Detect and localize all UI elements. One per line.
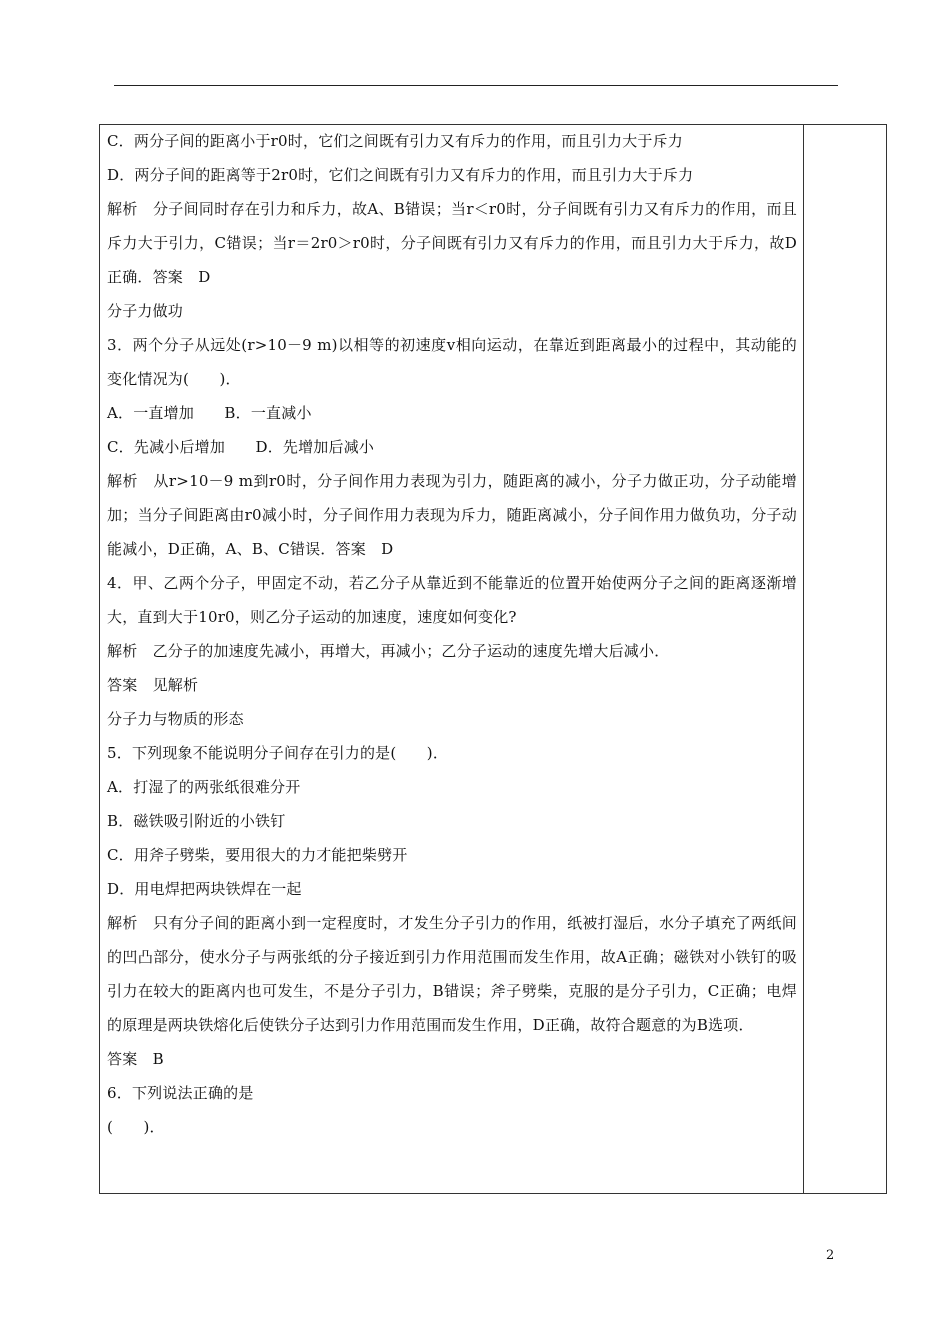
section-heading-matter-states: 分子力与物质的形态 [107, 710, 244, 728]
question-5-option-c: C．用斧子劈柴，要用很大的力才能把柴劈开 [107, 846, 408, 864]
table-column-divider [803, 124, 804, 1194]
question-3-options-ab: A．一直增加 B．一直减小 [107, 404, 312, 422]
question-5: 5．下列现象不能说明分子间存在引力的是( )． [107, 744, 449, 762]
question-5-option-a: A．打湿了的两张纸很难分开 [107, 778, 301, 796]
explanation-q2: 解析 分子间同时存在引力和斥力，故A、B错误；当r＜r0时，分子间既有引力又有斥力的作用，而且斥力大于引力，C错误；当r＝2r0＞r0时，分子间既有引力又有斥力的作用，而且引力大于斥力，故D正确．答案 D [107, 200, 797, 286]
header-rule [114, 85, 838, 86]
question-5-option-d: D．用电焊把两块铁焊在一起 [107, 880, 302, 898]
question-6-blank: ( )． [107, 1118, 165, 1136]
explanation-q4: 解析 乙分子的加速度先减小，再增大，再减小；乙分子运动的速度先增大后减小． [107, 642, 670, 660]
explanation-q3: 解析 从r>10－9 m到r0时，分子间作用力表现为引力，随距离的减小，分子力做正功，分子动能增加；当分子间距离由r0减小时，分子间作用力表现为斥力，随距离减小，分子间作用力做负功，分子动能减小，D正确，A、B、C错误．答案 D [107, 472, 797, 558]
option-d-line: D．两分子间的距离等于2r0时，它们之间既有引力又有斥力的作用，而且引力大于斥力 [107, 166, 694, 184]
section-heading-molecular-work: 分子力做功 [107, 302, 184, 320]
question-3: 3．两个分子从远处(r>10－9 m)以相等的初速度v相向运动，在靠近到距离最小的过程中，其动能的变化情况为( )． [107, 336, 797, 388]
answer-q4: 答案 见解析 [107, 676, 199, 694]
answer-q5: 答案 B [107, 1050, 164, 1068]
option-c-line: C．两分子间的距离小于r0时，它们之间既有引力又有斥力的作用，而且引力大于斥力 [107, 132, 683, 150]
question-4: 4．甲、乙两个分子，甲固定不动，若乙分子从靠近到不能靠近的位置开始使两分子之间的距离逐渐增大，直到大于10r0，则乙分子运动的加速度，速度如何变化? [107, 574, 797, 626]
question-6: 6．下列说法正确的是 [107, 1084, 254, 1102]
document-body [107, 124, 797, 1144]
question-3-options-cd: C．先减小后增加 D．先增加后减小 [107, 438, 375, 456]
page-number: 2 [826, 1248, 835, 1263]
question-5-option-b: B．磁铁吸引附近的小铁钉 [107, 812, 286, 830]
explanation-q5: 解析 只有分子间的距离小到一定程度时，才发生分子引力的作用，纸被打湿后，水分子填充了两纸间的凹凸部分，使水分子与两张纸的分子接近到引力作用范围而发生作用，故A正确；磁铁对小铁钉的吸引力在较大的距离内也可发生，不是分子引力，B错误；斧子劈柴，克服的是分子引力，C正确；电焊的原理是两块铁熔化后使铁分子达到引力作用范围而发生作用，D正确，故符合题意的为B选项． [107, 914, 797, 1034]
